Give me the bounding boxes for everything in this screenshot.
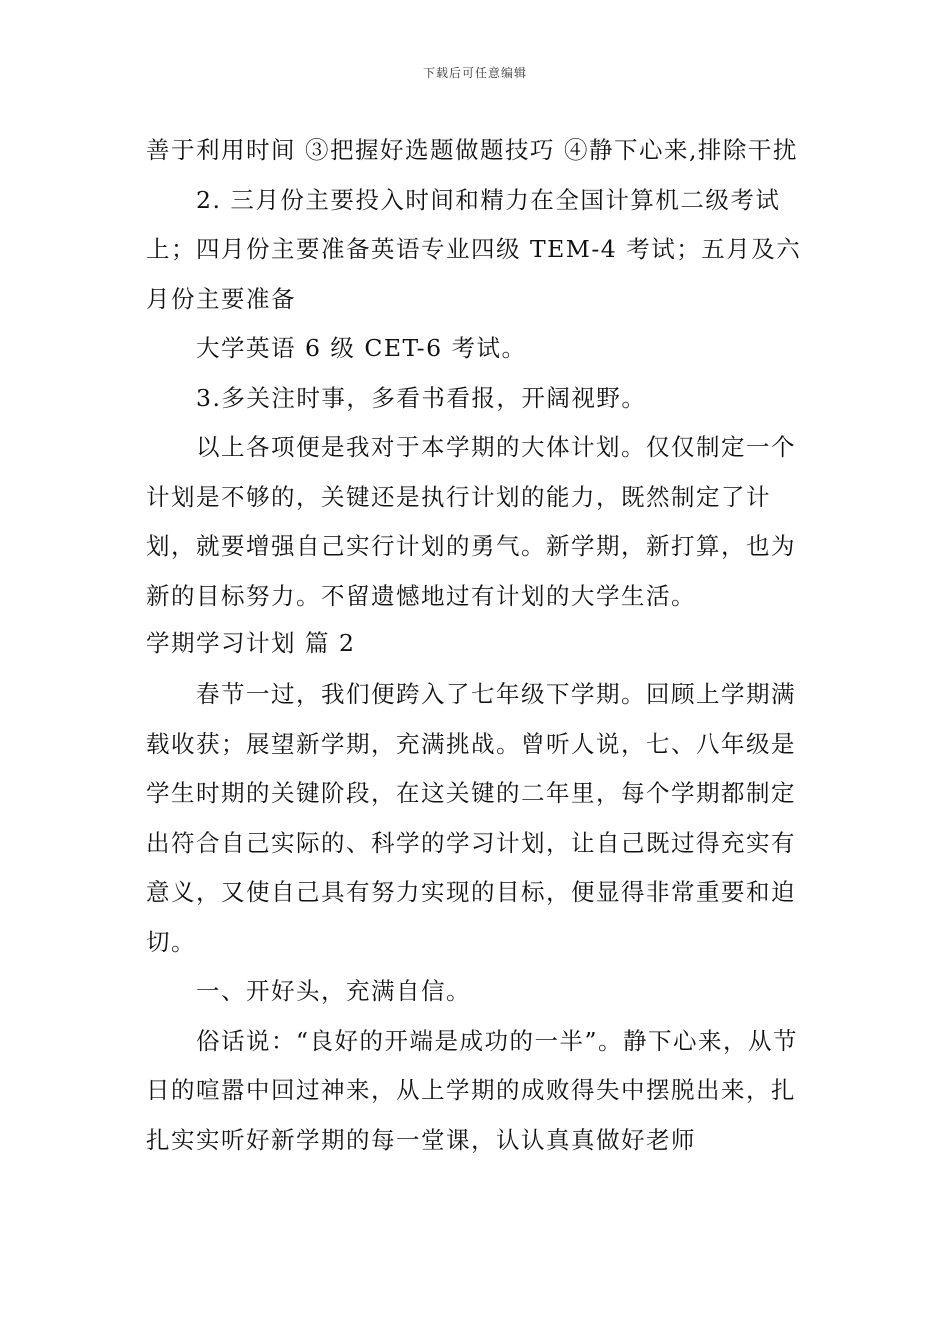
- page-header: 下载后可任意编辑: [422, 66, 527, 80]
- paragraph-proverb: 俗话说：“良好的开端是成功的一半”。静下心来，从节日的喧嚣中回过神来，从上学期的成败得失中摆脱出来，扎扎实实听好新学期的每一堂课，认认真真做好老师: [146, 1026, 799, 1154]
- paragraph-current-affairs: 3.多关注时事，多看书看报，开阔视野。: [196, 383, 647, 412]
- paragraph-exam-schedule: 2. 三月份主要投入时间和精力在全国计算机二级考试上；四月份主要准备英语专业四级 TEM-4 考试；五月及六月份主要准备: [146, 185, 802, 313]
- section-heading: 学期学习计划 篇 2: [146, 629, 356, 657]
- document-body: [146, 126, 810, 1165]
- paragraph-cet6: 大学英语 6 级 CET-6 考试。: [196, 334, 527, 362]
- paragraph-new-semester: 春节一过，我们便跨入了七年级下学期。回顾上学期满载收获；展望新学期，充满挑战。曾听人说，七、八年级是学生时期的关键阶段，在这关键的二年里，每个学期都制定出符合自己实际的、科学的学习计划，让自己既过得充实有意义，又使自己具有努力实现的目标，便显得非常重要和迫切。: [146, 680, 796, 956]
- paragraph-study-tips: 善于利用时间 ③把握好选题做题技巧 ④静下心来,排除干扰: [146, 136, 798, 164]
- paragraph-subheading-good-start: 一、开好头，充满自信。: [196, 977, 471, 1005]
- paragraph-plan-summary: 以上各项便是我对于本学期的大体计划。仅仅制定一个计划是不够的，关键还是执行计划的能力，既然制定了计划，就要增强自己实行计划的勇气。新学期，新打算，也为新的目标努力。不留遗憾地过有计划的大学生活。: [146, 433, 796, 610]
